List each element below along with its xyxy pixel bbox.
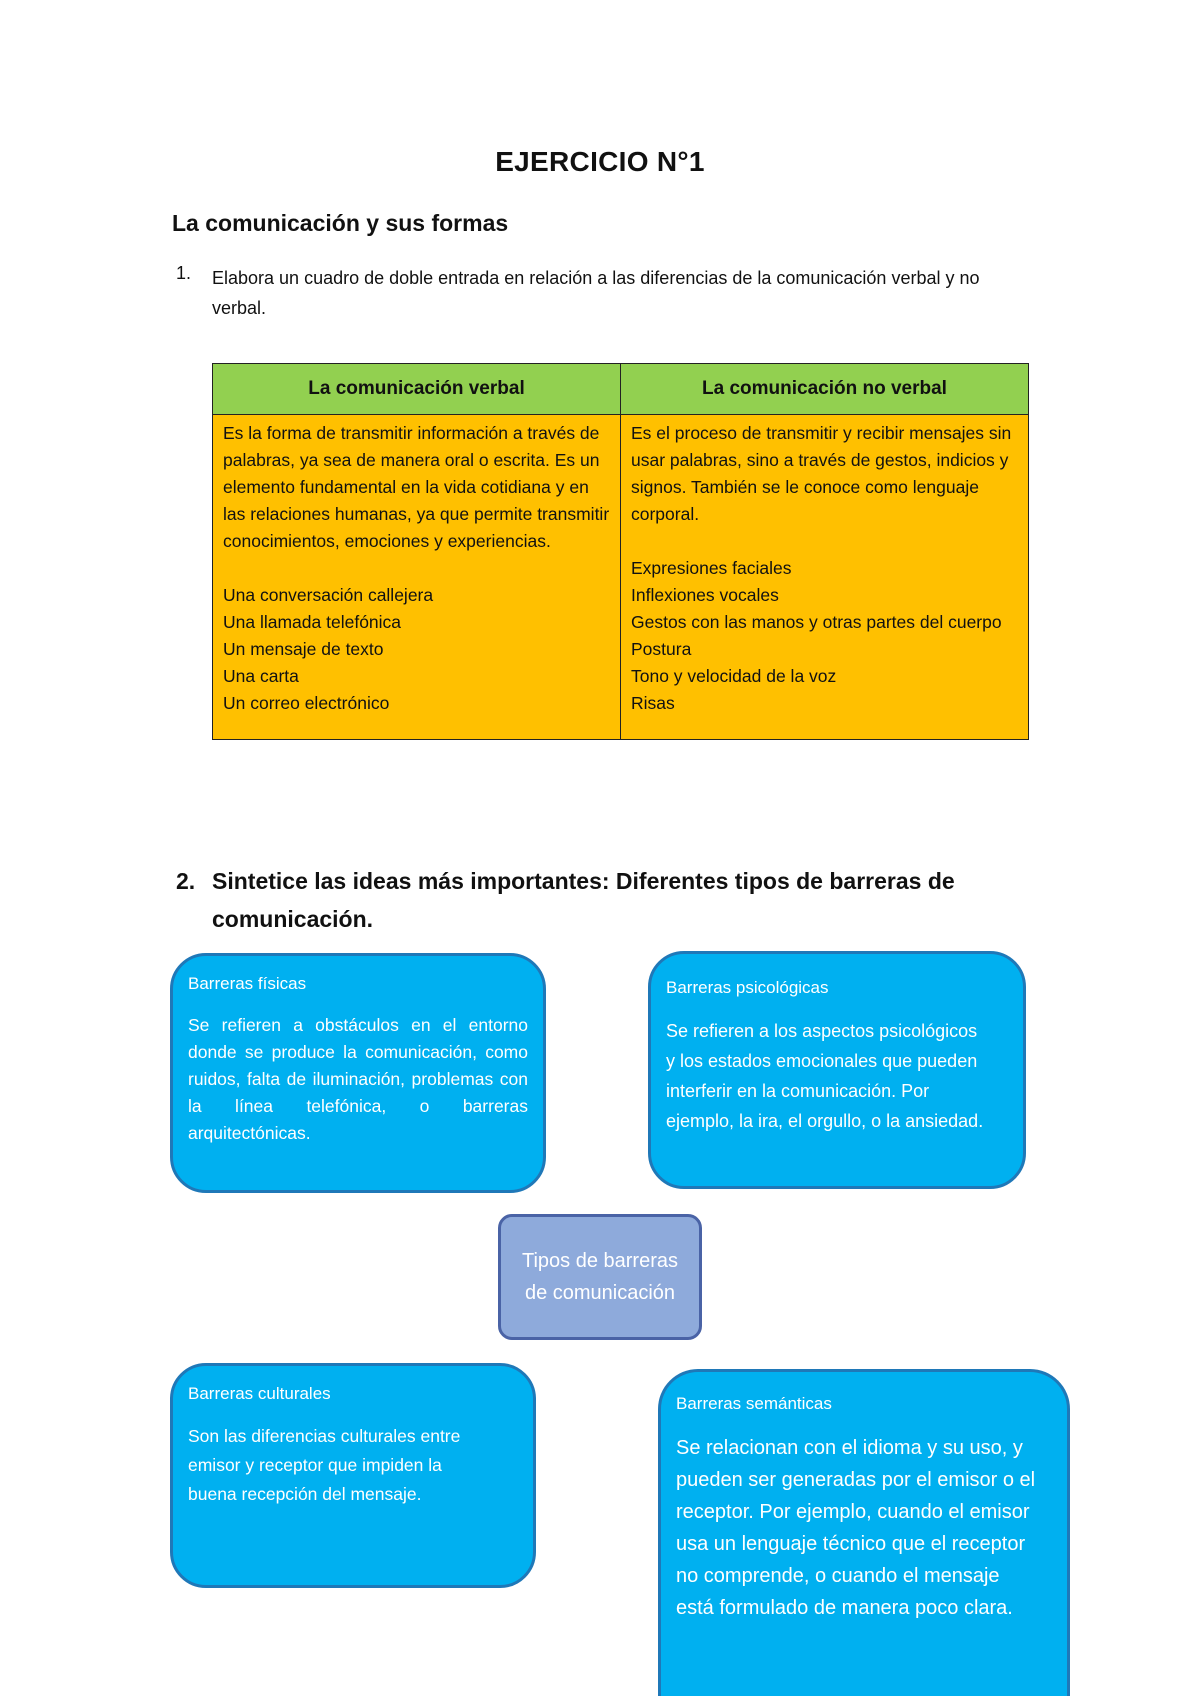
list-item: Un mensaje de texto xyxy=(223,639,384,659)
cell-verbal xyxy=(213,415,621,740)
list-item: Una llamada telefónica xyxy=(223,612,402,632)
question-2-number: 2. xyxy=(176,868,196,894)
list-item: Postura xyxy=(631,639,692,659)
comparison-table xyxy=(212,363,1029,740)
box-barreras-fisicas xyxy=(170,953,546,1193)
cell-nonverbal xyxy=(621,415,1029,740)
list-item: Inflexiones vocales xyxy=(631,585,779,605)
table-header-row xyxy=(213,364,1029,415)
section-subtitle: La comunicación y sus formas xyxy=(172,210,509,236)
verbal-definition: Es la forma de transmitir información a través de palabras, ya sea de manera oral o escrita. Es un elemento fundamental en la vida cotidiana y en las relaciones humanas, ya que permite transmitir conocimientos, emociones y experiencias. xyxy=(223,423,610,551)
page-title: EJERCICIO N°1 xyxy=(495,146,705,177)
list-item: Una carta xyxy=(223,666,299,686)
header-verbal: La comunicación verbal xyxy=(213,364,621,415)
nonverbal-examples xyxy=(631,555,1018,717)
list-item: Expresiones faciales xyxy=(631,558,792,578)
box-title: Barreras físicas xyxy=(188,974,307,993)
question-1-number: 1. xyxy=(176,263,192,283)
question-2-text: Sintetice las ideas más importantes: Diferentes tipos de barreras de comunicación. xyxy=(212,868,955,932)
box-barreras-psicologicas xyxy=(648,951,1026,1189)
question-1-text: Elabora un cuadro de doble entrada en relación a las diferencias de la comunicación verbal y no verbal. xyxy=(212,268,980,318)
list-item: Risas xyxy=(631,693,675,713)
center-node-tipos-de-barreras: Tipos de barreras de comunicación xyxy=(498,1214,702,1340)
box-title: Barreras culturales xyxy=(188,1384,331,1403)
box-text: Se refieren a obstáculos en el entorno donde se produce la comunicación, como ruidos, falta de iluminación, problemas con la línea telefónica, o barreras arquitectónicas. xyxy=(188,1015,528,1143)
nonverbal-definition: Es el proceso de transmitir y recibir mensajes sin usar palabras, sino a través de gestos, indicios y signos. También se le conoce como lenguaje corporal. xyxy=(631,423,1012,524)
box-text: Se relacionan con el idioma y su uso, y pueden ser generadas por el emisor o el receptor. Por ejemplo, cuando el emisor usa un lenguaje técnico que el receptor no comprende, o cuando el mensaje está formulado de manera poco clara. xyxy=(676,1437,1036,1619)
header-nonverbal: La comunicación no verbal xyxy=(621,364,1029,415)
box-title: Barreras semánticas xyxy=(676,1394,832,1413)
list-item: Tono y velocidad de la voz xyxy=(631,666,837,686)
box-title: Barreras psicológicas xyxy=(666,978,829,997)
list-item: Una conversación callejera xyxy=(223,585,434,605)
table-row xyxy=(213,415,1029,740)
box-text: Son las diferencias culturales entre emisor y receptor que impiden la buena recepción del mensaje. xyxy=(188,1426,461,1504)
verbal-examples xyxy=(223,582,610,717)
box-text: Se refieren a los aspectos psicológicos y los estados emocionales que pueden interferir en la comunicación. Por ejemplo, la ira, el orgullo, o la ansiedad. xyxy=(666,1021,984,1131)
box-barreras-semanticas xyxy=(658,1369,1070,1696)
list-item: Gestos con las manos y otras partes del cuerpo xyxy=(631,612,1002,632)
box-barreras-culturales xyxy=(170,1363,536,1588)
list-item: Un correo electrónico xyxy=(223,693,390,713)
